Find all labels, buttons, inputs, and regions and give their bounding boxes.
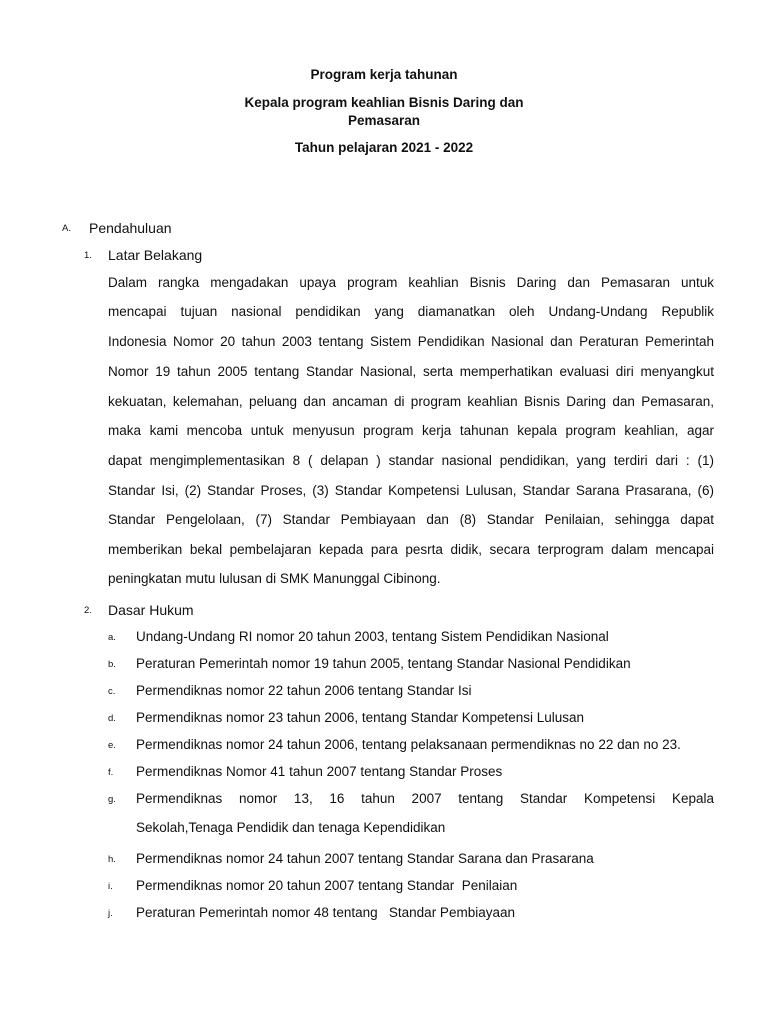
law-item-marker: b. (108, 659, 116, 670)
law-item-text: Peraturan Pemerintah nomor 48 tentang Standar Pembiayaan (136, 905, 515, 920)
law-item-text: Peraturan Pemerintah nomor 19 tahun 2005, tentang Standar Nasional Pendidikan (136, 656, 631, 671)
paragraph-line: Standar Pengelolaan, (7) Standar Pembiayaan dan (8) Standar Penilaian, sehingga dapat (108, 512, 714, 527)
paragraph-line: maka kami mencoba untuk menyusun program kerja tahunan kepala program keahlian, agar (108, 423, 714, 438)
law-item-marker: f. (108, 767, 114, 778)
document-subtitle-line-1: Kepala program keahlian Bisnis Daring dan (244, 95, 524, 110)
law-item-text-line-2: Sekolah,Tenaga Pendidik dan tenaga Kependidikan (136, 820, 446, 835)
law-item-marker: d. (108, 713, 116, 724)
paragraph-line: Dalam rangka mengadakan upaya program keahlian Bisnis Daring dan Pemasaran untuk (108, 275, 714, 290)
paragraph-line: memberikan bekal pembelajaran kepada para pesrta didik, secara terprogram dalam mencapai (108, 542, 714, 557)
paragraph-line: dapat mengimplementasikan 8 ( delapan ) standar nasional pendidikan, yang terdiri dari : (1) (108, 453, 714, 468)
law-item-marker: j. (108, 908, 113, 919)
document-title: Program kerja tahunan (310, 67, 458, 82)
law-item-text: Undang-Undang RI nomor 20 tahun 2003, tentang Sistem Pendidikan Nasional (136, 629, 609, 644)
paragraph-line: kekuatan, kelemahan, peluang dan ancaman di program keahlian Bisnis Daring dan Pemasaran, (108, 394, 714, 409)
latar-belakang-marker: 1. (84, 250, 92, 261)
law-item-marker: h. (108, 854, 116, 865)
section-a-heading: Pendahuluan (89, 220, 172, 236)
law-item-marker: c. (108, 686, 116, 697)
law-item-text: Permendiknas nomor 24 tahun 2006, tentang pelaksanaan permendiknas no 22 dan no 23. (136, 737, 681, 752)
document-subtitle-line-2: Pemasaran (347, 113, 421, 128)
paragraph-line: Nomor 19 tahun 2005 tentang Standar Nasional, serta memperhatikan evaluasi diri menyangkut (108, 364, 714, 379)
paragraph-line: Standar Isi, (2) Standar Proses, (3) Standar Kompetensi Lulusan, Standar Sarana Prasarana, (6) (108, 483, 714, 498)
paragraph-line: mencapai tujuan nasional pendidikan yang diamanatkan oleh Undang-Undang Republik (108, 304, 714, 319)
law-item-marker: e. (108, 740, 116, 751)
law-item-marker: a. (108, 632, 116, 643)
law-item-text: Permendiknas nomor 23 tahun 2006, tentang Standar Kompetensi Lulusan (136, 710, 585, 725)
paragraph-line: peningkatan mutu lulusan di SMK Manunggal Cibinong. (108, 571, 441, 586)
dasar-hukum-heading: Dasar Hukum (108, 602, 194, 618)
document-year: Tahun pelajaran 2021 - 2022 (294, 140, 474, 155)
law-item-text: Permendiknas nomor 24 tahun 2007 tentang Standar Sarana dan Prasarana (136, 851, 594, 866)
dasar-hukum-marker: 2. (84, 605, 92, 616)
section-a-marker: A. (62, 223, 71, 234)
latar-belakang-heading: Latar Belakang (108, 247, 203, 263)
law-item-text: Permendiknas nomor 22 tahun 2006 tentang Standar Isi (136, 683, 472, 698)
law-item-marker: i. (108, 881, 113, 892)
law-item-text-line-1: Permendiknas nomor 13, 16 tahun 2007 tentang Standar Kompetensi Kepala (136, 791, 714, 806)
law-item-text: Permendiknas Nomor 41 tahun 2007 tentang Standar Proses (136, 764, 503, 779)
law-item-marker: g. (108, 794, 116, 805)
law-item-text: Permendiknas nomor 20 tahun 2007 tentang Standar Penilaian (136, 878, 518, 893)
paragraph-line: Indonesia Nomor 20 tahun 2003 tentang Sistem Pendidikan Nasional dan Peraturan Pemerintah (108, 334, 714, 349)
